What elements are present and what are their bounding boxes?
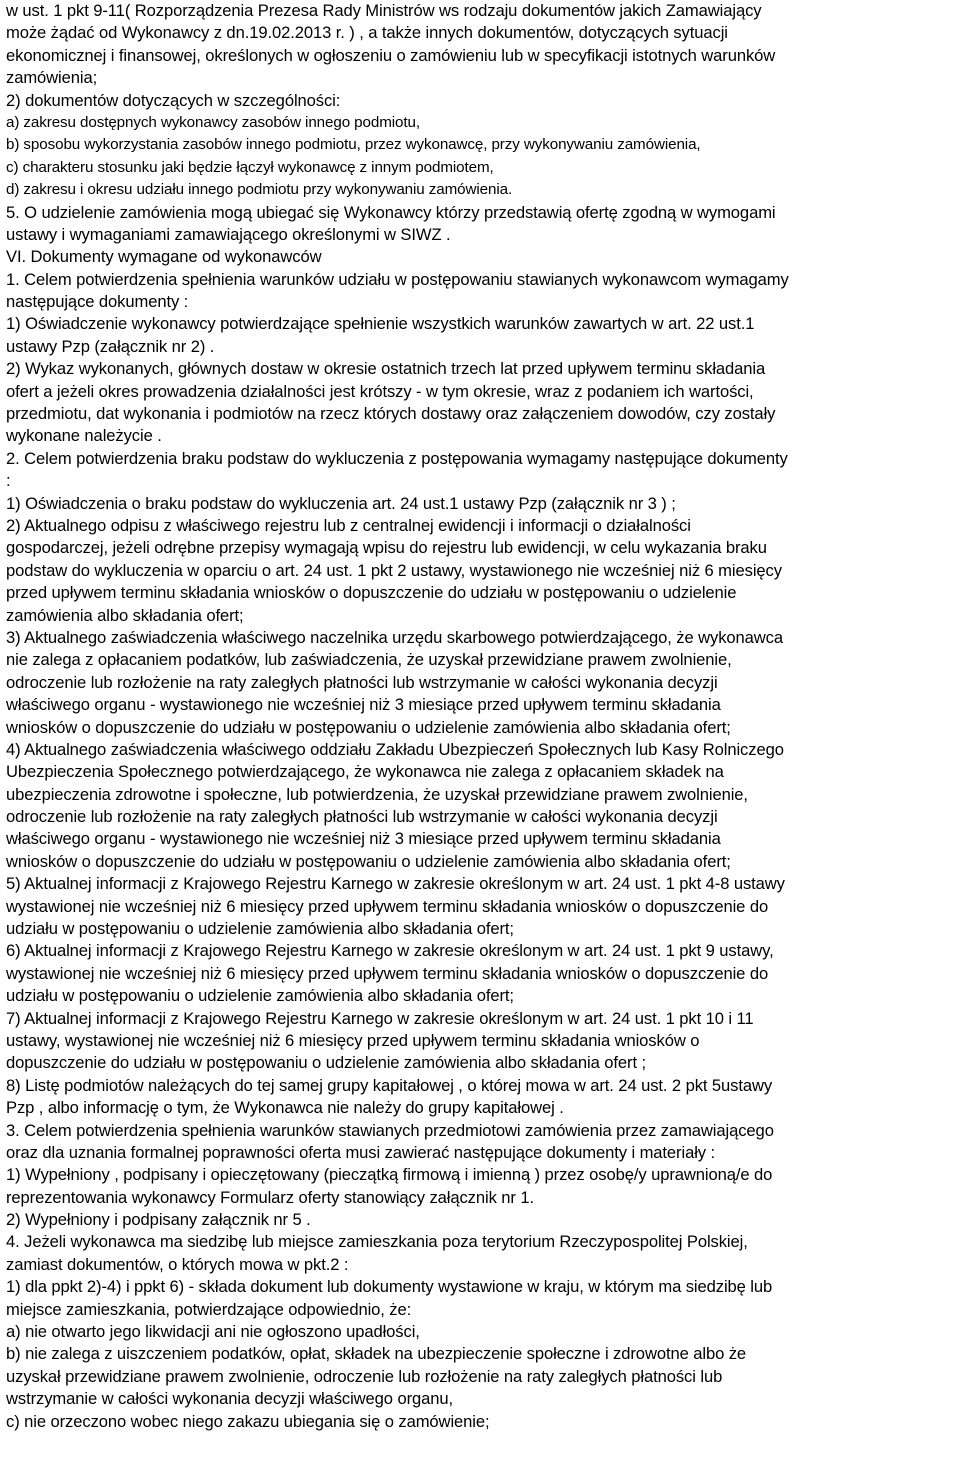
text-line: 5) Aktualnej informacji z Krajowego Rejestru Karnego w zakresie określonym w art. 24 ust. 1 pkt 4-8 ustawy: [6, 874, 785, 894]
text-line: 3. Celem potwierdzenia spełnienia warunków stawianych przedmiotowi zamówienia przez zamawiającego: [6, 1120, 774, 1140]
text-line: 1) Oświadczenia o braku podstaw do wykluczenia art. 24 ust.1 ustawy Pzp (załącznik nr 3 ) ;: [6, 493, 676, 513]
text-line: 7) Aktualnej informacji z Krajowego Rejestru Karnego w zakresie określonym w art. 24 ust. 1 pkt 10 i 11: [6, 1008, 754, 1028]
text-line: 5. O udzielenie zamówienia mogą ubiegać się Wykonawcy którzy przedstawią ofertę zgodną w wymogami: [6, 202, 776, 222]
text-line: 1) Oświadczenie wykonawcy potwierdzające spełnienie wszystkich warunków zawartych w art. 22 ust.1: [6, 314, 755, 334]
text-line: 1) Wypełniony , podpisany i opieczętowany (pieczątką firmową i imienną ) przez osobę/y uprawnioną/e do: [6, 1165, 773, 1185]
text-line: oraz dla uznania formalnej poprawności oferta musi zawierać następujące dokumenty i materiały :: [6, 1142, 715, 1162]
text-line: zamiast dokumentów, o których mowa w pkt.2 :: [6, 1254, 349, 1274]
text-line: Ubezpieczenia Społecznego potwierdzającego, że wykonawca nie zalega z opłacaniem składek na: [6, 762, 724, 782]
text-line: 3) Aktualnego zaświadczenia właściwego naczelnika urzędu skarbowego potwierdzającego, że wykonawca: [6, 627, 784, 647]
text-line: odroczenie lub rozłożenie na raty zaległych płatności lub wstrzymanie w całości wykonania decyzji: [6, 672, 718, 692]
text-line: przed upływem terminu składania wniosków o dopuszczenie do udziału w postępowaniu o udzielenie: [6, 583, 737, 603]
text-line: 4. Jeżeli wykonawca ma siedzibę lub miejsce zamieszkania poza terytorium Rzeczypospolitej Polskiej,: [6, 1232, 748, 1252]
text-line: miejsce zamieszkania, potwierdzające odpowiednio, że:: [6, 1299, 412, 1319]
text-line: 8) Listę podmiotów należących do tej samej grupy kapitałowej , o której mowa w art. 24 ust. 2 pkt 5ustawy: [6, 1075, 773, 1095]
text-line: w ust. 1 pkt 9-11( Rozporządzenia Prezesa Rady Ministrów ws rodzaju dokumentów jakich Zamawiający: [6, 1, 762, 20]
text-line: 2) Aktualnego odpisu z właściwego rejestru lub z centralnej ewidencji i informacji o działalności: [6, 515, 691, 535]
text-line: reprezentowania wykonawcy Formularz oferty stanowiący załącznik nr 1.: [6, 1187, 535, 1207]
text-line: udziału w postępowaniu o udzielenie zamówienia albo składania ofert;: [6, 919, 514, 939]
text-line: Pzp , albo informację o tym, że Wykonawca nie należy do grupy kapitałowej .: [6, 1098, 564, 1118]
text-line: 1. Celem potwierdzenia spełnienia warunków udziału w postępowaniu stawianych wykonawcom wymagamy: [6, 269, 789, 289]
text-line: nie zalega z opłacaniem podatków, lub zaświadczenia, że uzyskał przewidziane prawem zwolnienie,: [6, 650, 732, 670]
text-line: dopuszczenie do udziału w postępowaniu o udzielenie zamówienia albo składania ofert ;: [6, 1053, 646, 1073]
text-line: odroczenie lub rozłożenie na raty zaległych płatności lub wstrzymanie w całości wykonania decyzji: [6, 807, 718, 827]
text-line: ubezpieczenia zdrowotne i społeczne, lub potwierdzenia, że uzyskał przewidziane prawem zwolnienie,: [6, 784, 748, 804]
text-line: udziału w postępowaniu o udzielenie zamówienia albo składania ofert;: [6, 986, 514, 1006]
text-line: wniosków o dopuszczenie do udziału w postępowaniu o udzielenie zamówienia albo składania ofert;: [6, 851, 731, 871]
text-line: ofert a jeżeli okres prowadzenia działalności jest krótszy - w tym okresie, wraz z podaniem ich wartości,: [6, 381, 754, 401]
text-line: właściwego organu - wystawionego nie wcześniej niż 3 miesiące przed upływem terminu składania: [6, 695, 721, 715]
text-line: uzyskał przewidziane prawem zwolnienie, odroczenie lub rozłożenie na raty zaległych płatności lub: [6, 1366, 723, 1386]
text-line: zamówienia albo składania ofert;: [6, 605, 244, 625]
text-line: zamówienia;: [6, 68, 98, 88]
text-line: a) zakresu dostępnych wykonawcy zasobów innego podmiotu,: [6, 113, 420, 131]
text-line: VI. Dokumenty wymagane od wykonawców: [6, 247, 322, 267]
text-line: ekonomicznej i finansowej, określonych w ogłoszeniu o zamówieniu lub w specyfikacji istotnych warunków: [6, 45, 776, 65]
text-line: właściwego organu - wystawionego nie wcześniej niż 3 miesiące przed upływem terminu składania: [6, 829, 721, 849]
text-line: b) nie zalega z uiszczeniem podatków, opłat, składek na ubezpieczenie społeczne i zdrowotne albo że: [6, 1344, 747, 1364]
text-line: ustawy, wystawionej nie wcześniej niż 6 miesięcy przed upływem terminu składania wniosków o: [6, 1030, 700, 1050]
text-line: 4) Aktualnego zaświadczenia właściwego oddziału Zakładu Ubezpieczeń Społecznych lub Kasy Rolniczego: [6, 739, 784, 759]
text-line: 2) Wypełniony i podpisany załącznik nr 5 .: [6, 1210, 311, 1230]
text-line: 2) Wykaz wykonanych, głównych dostaw w okresie ostatnich trzech lat przed upływem terminu składania: [6, 359, 766, 379]
text-line: wykonane należycie .: [6, 426, 162, 446]
text-line: 2) dokumentów dotyczących w szczególności:: [6, 90, 341, 110]
text-line: przedmiotu, dat wykonania i podmiotów na rzecz których dostawy oraz załączeniem dowodów, czy zostały: [6, 404, 776, 424]
text-line: d) zakresu i okresu udziału innego podmiotu przy wykonywaniu zamówienia.: [6, 181, 513, 199]
text-line: wystawionej nie wcześniej niż 6 miesięcy przed upływem terminu składania wniosków o dopuszczenie do: [6, 963, 769, 983]
text-line: wystawionej nie wcześniej niż 6 miesięcy przed upływem terminu składania wniosków o dopuszczenie do: [6, 896, 769, 916]
text-line: może żądać od Wykonawcy z dn.19.02.2013 r. ) , a także innych dokumentów, dotyczących sytuacji: [6, 23, 728, 43]
text-line: 1) dla ppkt 2)-4) i ppkt 6) - składa dokument lub dokumenty wystawione w kraju, w którym ma siedzibę lub: [6, 1277, 773, 1297]
text-line: c) nie orzeczono wobec niego zakazu ubiegania się o zamówienie;: [6, 1411, 490, 1431]
text-line: ustawy i wymaganiami zamawiającego określonymi w SIWZ .: [6, 224, 451, 244]
text-line: ustawy Pzp (załącznik nr 2) .: [6, 336, 215, 356]
text-line: podstaw do wykluczenia w oparciu o art. 24 ust. 1 pkt 2 ustawy, wystawionego nie wcześniej niż 6 miesięcy: [6, 560, 782, 580]
text-line: c) charakteru stosunku jaki będzie łączył wykonawcę z innym podmiotem,: [6, 158, 494, 176]
text-line: b) sposobu wykorzystania zasobów innego podmiotu, przez wykonawcę, przy wykonywaniu zamówienia,: [6, 136, 701, 154]
text-line: następujące dokumenty :: [6, 292, 189, 312]
text-line: :: [6, 471, 11, 491]
text-line: wniosków o dopuszczenie do udziału w postępowaniu o udzielenie zamówienia albo składania ofert;: [6, 717, 731, 737]
text-line: a) nie otwarto jego likwidacji ani nie ogłoszono upadłości,: [6, 1322, 420, 1342]
text-line: 2. Celem potwierdzenia braku podstaw do wykluczenia z postępowania wymagamy następujące dokumenty: [6, 448, 788, 468]
text-line: wstrzymanie w całości wykonania decyzji właściwego organu,: [6, 1389, 454, 1409]
text-line: 6) Aktualnej informacji z Krajowego Rejestru Karnego w zakresie określonym w art. 24 ust. 1 pkt 9 ustawy,: [6, 941, 774, 961]
text-line: gospodarczej, jeżeli odrębne przepisy wymagają wpisu do rejestru lub ewidencji, w celu wykazania braku: [6, 538, 767, 558]
